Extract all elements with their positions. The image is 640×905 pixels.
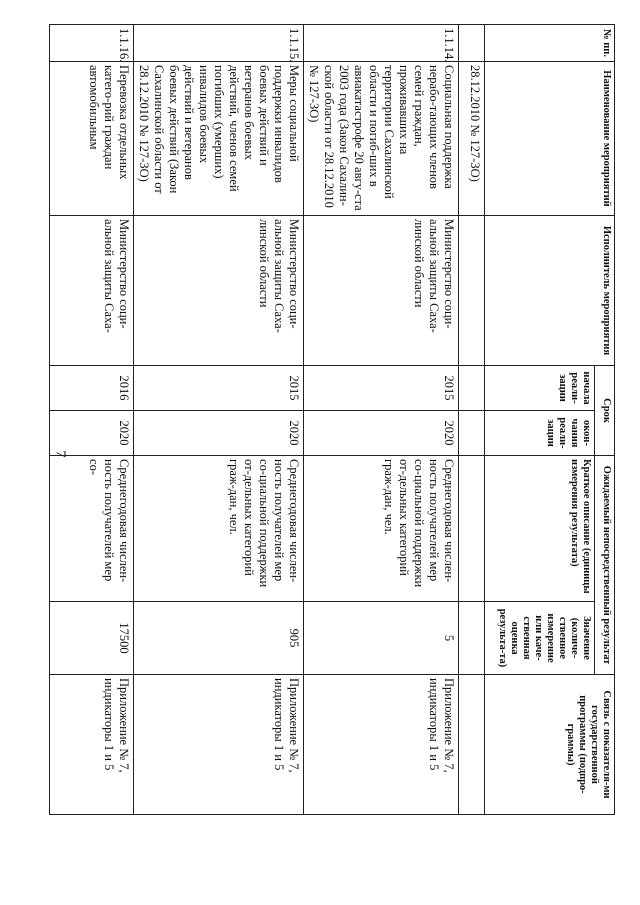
cell-end: 2020 [304, 411, 459, 456]
cell-result-desc: Среднегодовая числен-ность получателей мер со-циальной поддержки от-дельных категорий граж-дан, чел. [134, 456, 304, 602]
cell-no: 1.1.16. [50, 25, 134, 62]
header-name: Наименование мероприятий [485, 62, 615, 216]
header-start: начала реали-зации [485, 366, 595, 411]
cell-empty [459, 675, 485, 815]
cell-start: 2015 [134, 366, 304, 411]
cell-start: 2015 [304, 366, 459, 411]
header-link: Связь с показателя-ми государственной программы (подпро-граммы) [485, 675, 615, 815]
table-row [134, 25, 304, 815]
header-result: Ожидаемый непосредственный результат [595, 456, 615, 675]
header-result-desc: Краткое описание (единицы измерения результата) [485, 456, 595, 602]
cell-result-value: 17500 [50, 602, 134, 675]
cell-result-value: 5 [304, 602, 459, 675]
header-end: окон-чания реали-зации [485, 411, 595, 456]
cell-end: 2020 [134, 411, 304, 456]
cell-empty [459, 25, 485, 62]
cell-empty [459, 216, 485, 366]
header-executor: Исполнитель мероприятия [485, 216, 615, 366]
cell-empty [459, 456, 485, 602]
cell-link: Приложение № 7, индикаторы 1 и 5 [134, 675, 304, 815]
cell-link: Приложение № 7, индикаторы 1 и 5 [50, 675, 134, 815]
cell-end: 2020 [50, 411, 134, 456]
cell-empty [459, 366, 485, 411]
header-period: Срок [595, 366, 615, 456]
cell-no: 1.1.15. [134, 25, 304, 62]
cell-executor: Министерство соци-альной защиты Саха-линской области [304, 216, 459, 366]
cell-executor: Министерство соци-альной защиты Саха- [50, 216, 134, 366]
cell-link: Приложение № 7, индикаторы 1 и 5 [304, 675, 459, 815]
cell-name: Меры социальной поддержки инвалидов боевых действий и ветеранов боевых действий, членов семей погибших (умерших) инвалидов боевых действий и ветеранов боевых действий (Закон Сахалинской области от 28.12.2010 № 127-ЗО) [134, 62, 304, 216]
table-row [304, 25, 459, 815]
cell-no: 1.1.14. [304, 25, 459, 62]
header-no: № пп. [485, 25, 615, 62]
cell-name: Социальная поддержка нерабо-тающих членов семей граждан, проживавших на территории Сахалинской области и погиб-ших в авиакатастрофе 20 авгу-ста 2003 года (Закон Сахалин-ской области от 28.12.2010 № 127-ЗО) [304, 62, 459, 216]
cell-executor: Министерство соци-альной защиты Саха-линской области [134, 216, 304, 366]
page-number: 7 [52, 450, 68, 458]
header-result-value: Значение (количе-ственное измерение или каче-ственная оценка результа-та) [485, 602, 595, 675]
cell-result-desc: Среднегодовая числен-ность получателей мер со- [50, 456, 134, 602]
cell-name: Перевозка отдельных катего-рий граждан автомобильным [50, 62, 134, 216]
header-row-1 [595, 25, 615, 815]
cell-empty [459, 602, 485, 675]
cell-start: 2016 [50, 366, 134, 411]
cell-result-value: 905 [134, 602, 304, 675]
cell-continuation: 28.12.2010 № 127-ЗО) [459, 62, 485, 216]
cell-empty [459, 411, 485, 456]
cell-result-desc: Среднегодовая числен-ность получателей мер со-циальной поддержки от-дельных категорий граж-дан, чел. [304, 456, 459, 602]
measures-table [49, 24, 615, 815]
table-row [50, 25, 134, 815]
rotated-table-container [87, 24, 615, 814]
table-row [459, 25, 485, 815]
